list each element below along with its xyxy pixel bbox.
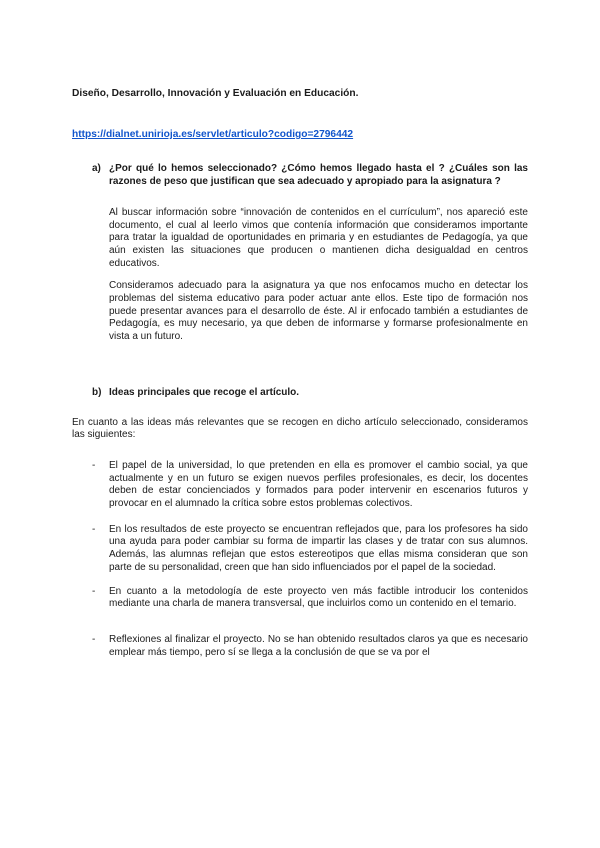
bullet-item <box>92 524 528 575</box>
bullet-item <box>92 586 528 611</box>
section-a-marker: a) <box>92 163 101 175</box>
section-b-heading-text: Ideas principales que recoge el artículo. <box>109 386 300 398</box>
bullet-item <box>92 460 528 511</box>
bullet-text: En los resultados de este proyecto se encuentran reflejados que, para los profesores ha sido una ayuda para poder cambiar su forma de impartir las clases y de tratar con sus alumnos. Además, las alumnas reflejan que estos estereotipos que ellas misma consideran que son parte de su personalidad, creen que han sido influenciados por el papel de la sociedad. <box>109 523 528 573</box>
bullet-dash: - <box>92 459 96 471</box>
section-a-paragraph: Al buscar información sobre “innovación de contenidos en el currículum”, nos apareció este documento, el cual al leerlo vimos que contenía información que consideramos importante para tratar la igualdad de oportunidades en primaria y en estudiantes de Pedagogía, ya que aún existen las situaciones que producen o mantienen dicha desigualdad en centros educativos. <box>109 206 528 269</box>
bullet-text: Reflexiones al finalizar el proyecto. No se han obtenido resultados claros ya que es necesario emplear más tiempo, pero sí se llega a la conclusión de que se va por el <box>109 633 528 658</box>
bullet-text: En cuanto a la metodología de este proyecto ven más factible introducir los contenidos mediante una charla de manera transversal, que incluirlos como un contenido en el temario. <box>109 585 528 610</box>
document-title: Diseño, Desarrollo, Innovación y Evaluación en Educación. <box>72 88 359 99</box>
article-hyperlink[interactable]: https://dialnet.unirioja.es/servlet/articulo?codigo=2796442 <box>72 128 354 140</box>
bullet-item <box>92 634 528 659</box>
section-a-heading-text: ¿Por qué lo hemos seleccionado? ¿Cómo hemos llegado hasta el ? ¿Cuáles son las razones de peso que justifican que sea adecuado y apropiado para la asignatura ? <box>109 163 528 188</box>
bullet-dash: - <box>92 523 96 535</box>
section-b-heading <box>92 387 528 400</box>
link-row <box>72 129 528 142</box>
section-b-marker: b) <box>92 386 102 398</box>
section-b-intro: En cuanto a las ideas más relevantes que se recogen en dicho artículo seleccionado, consideramos las siguientes: <box>72 416 528 441</box>
section-a-heading <box>92 163 528 188</box>
section-a-paragraph: Consideramos adecuado para la asignatura ya que nos enfocamos mucho en detectar los problemas del sistema educativo para poder actuar ante ellos. Este tipo de formación nos puede presentar avances para el desarrollo de éste. Al ir enfocado también a estudiantes de Pedagogía, es muy necesario, ya que deben de informarse y formarse profesionalmente en vista a un futuro. <box>109 280 528 343</box>
bullet-dash: - <box>92 585 96 597</box>
bullet-text: El papel de la universidad, lo que pretenden en ella es promover el cambio social, ya que actualmente y en un futuro se exigen nuevos perfiles profesionales, es decir, los docentes deben de estar concienciados y formados para poder intervenir en escenarios futuros y provocar en el alumnado la crítica sobre estos problemas colectivos. <box>109 459 528 510</box>
bullet-dash: - <box>92 633 96 645</box>
